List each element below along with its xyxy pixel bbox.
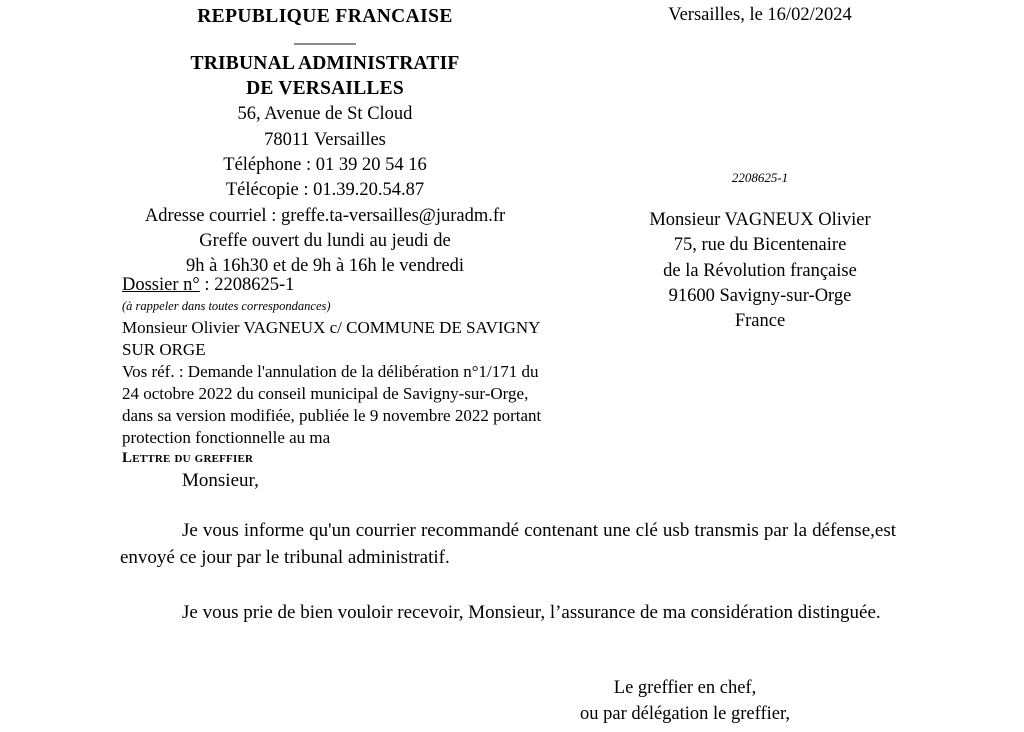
dossier-parties: Monsieur Olivier VAGNEUX c/ COMMUNE DE SAVIGNY SUR ORGE (122, 317, 540, 359)
recipient-address-block (600, 208, 920, 335)
signature-line-1: Le greffier en chef, (613, 678, 757, 698)
tribunal-name-line2: DE VERSAILLES (246, 78, 404, 100)
signature-line-2: ou par délégation le greffier, (579, 703, 791, 724)
document-type-heading: Lettre du greffier (122, 450, 254, 467)
tribunal-email: Adresse courriel : greffe.ta-versailles@juradm.fr (144, 205, 506, 226)
recipient-country: France (734, 311, 786, 332)
recipient-reference-number: 2208625-1 (731, 170, 789, 185)
dossier-heading (122, 273, 542, 297)
body-paragraph-1: Je vous informe qu'un courrier recommandé contenant une clé usb transmis par la défense,est envoyé ce jour par le tribunal administratif. (120, 519, 896, 569)
date-line: Versailles, le 16/02/2024 (668, 5, 852, 25)
tribunal-name-line1: TRIBUNAL ADMINISTRATIF (190, 53, 460, 75)
dossier-number: 2208625-1 (214, 275, 295, 295)
body-paragraph-2: Je vous prie de bien vouloir recevoir, Monsieur, l’assurance de ma considération distinguée. (182, 601, 881, 623)
dossier-block (122, 273, 542, 467)
letter-body (120, 468, 896, 626)
letterhead (120, 4, 530, 280)
recipient-address-line3: 91600 Savigny-sur-Orge (668, 286, 852, 307)
signature-block (450, 676, 920, 728)
recipient-address-line1: 75, rue du Bicentenaire (673, 235, 847, 256)
republique-francaise-title: REPUBLIQUE FRANCAISE (197, 6, 453, 27)
tribunal-fax: Télécopie : 01.39.20.54.87 (225, 180, 425, 201)
tribunal-phone: Téléphone : 01 39 20 54 16 (223, 154, 427, 175)
dossier-label: Dossier n° (122, 275, 200, 295)
dossier-separator: : (199, 275, 215, 295)
dossier-recall-note: (à rappeler dans toutes correspondances) (122, 299, 331, 314)
greffe-hours-line2: 9h à 16h30 et de 9h à 16h le vendredi (186, 256, 464, 277)
tribunal-street-address: 56, Avenue de St Cloud (237, 104, 413, 125)
recipient-name: Monsieur VAGNEUX Olivier (649, 210, 871, 230)
tribunal-city-address: 78011 Versailles (264, 129, 386, 150)
header-divider-rule (294, 43, 356, 45)
greffe-hours-line1: Greffe ouvert du lundi au jeudi de (199, 230, 451, 251)
salutation: Monsieur, (182, 470, 259, 491)
recipient-address-line2: de la Révolution française (663, 260, 857, 281)
dossier-your-references: Vos réf. : Demande l'annulation de la délibération n°1/171 du 24 octobre 2022 du conseil municipal de Savigny-sur-Orge, dans sa version modifiée, publiée le 9 novembre 2022 portant protection fonctionnelle au ma (122, 362, 542, 447)
